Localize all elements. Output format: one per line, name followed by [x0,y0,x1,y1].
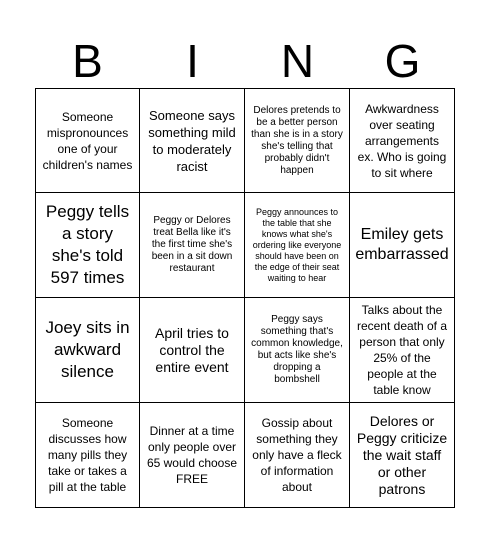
bingo-cell-r4c3[interactable] [245,403,350,508]
bingo-cell-r4c4[interactable] [350,403,455,508]
cell-text: Gossip about something they only have a fleck of information about [252,416,342,494]
cell-text: Emiley gets embarrassed [355,226,449,263]
cell-text: Someone discusses how many pills they take or takes a pill at the table [47,416,128,494]
bingo-cell-r1c2[interactable] [140,88,245,193]
cell-text: Peggy tells a story she's told 597 times [45,202,130,287]
bingo-cell-r2c2[interactable] [140,193,245,298]
cell-text: Someone says something mild to moderately racist [148,107,236,174]
header-letter-n: N [280,35,315,87]
bingo-cell-r3c1[interactable] [35,298,140,403]
bingo-cell-r1c3[interactable] [245,88,350,193]
bingo-cell-r2c3[interactable] [245,193,350,298]
bingo-cell-r4c1[interactable] [35,403,140,508]
cell-text: Peggy or Delores treat Bella like it's the first time she's been in a sit down restaurant [151,215,233,274]
cell-text: Delores or Peggy criticize the wait staff or other patrons [356,412,448,497]
cell-text: Awkwardness over seating arrangements ex. Who is going to sit where [357,101,447,180]
bingo-cell-r2c1[interactable] [35,193,140,298]
bingo-cell-r1c4[interactable] [350,88,455,193]
bingo-cell-r3c2[interactable] [140,298,245,403]
cell-text: April tries to control the entire event [155,324,229,375]
header-letter-b: B [72,35,103,87]
bingo-cell-r3c3[interactable] [245,298,350,403]
bingo-cell-r1c1[interactable] [35,88,140,193]
bingo-cell-r4c2[interactable] [140,403,245,508]
cell-text: Talks about the recent death of a person that only 25% of the people at the table know [356,303,448,397]
cell-text: Someone mispronounces one of your children's names [42,109,133,172]
cell-text: Dinner at a time only people over 65 would choose FREE [146,424,238,486]
bingo-grid [35,88,455,508]
header-letter-i: I [186,35,199,87]
cell-text: Delores pretends to be a better person than she is in a story she's telling that probably didn't happen [251,104,343,176]
cell-text: Peggy announces to the table that she knows what she's ordering like everyone should have been on the edge of their seat waiting to hear [252,206,342,283]
bingo-cell-r2c4[interactable] [350,193,455,298]
bingo-header [35,34,455,88]
cell-text: Joey sits in awkward silence [45,318,130,381]
header-letter-g: G [384,35,421,87]
cell-text: Peggy says something that's common knowledge, but acts like she's dropping a bombshell [251,314,343,385]
bingo-cell-r3c4[interactable] [350,298,455,403]
